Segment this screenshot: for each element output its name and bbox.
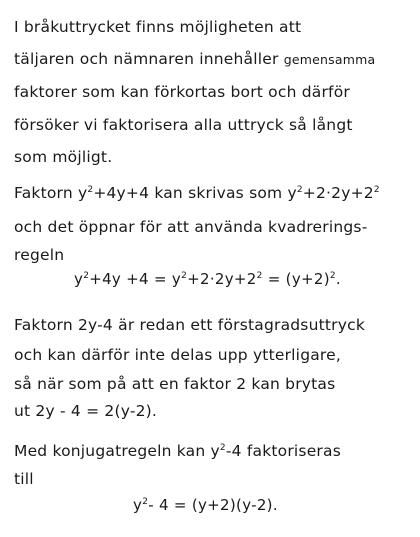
p2-text-b: kan skrivas som [154, 184, 283, 202]
p4-text-b: faktoriseras [246, 442, 341, 460]
paragraph-3-line-3: så när som på att en faktor 2 kan brytas [14, 375, 336, 393]
eq1-d: . [335, 270, 341, 288]
eq1-c: = (y+2) [262, 270, 330, 288]
paragraph-1-line-4: försöker vi faktorisera alla uttryck så långt [14, 116, 353, 134]
paragraph-2-line-2: och det öppnar för att använda kvadrerings- [14, 218, 368, 236]
p2-expr-b: $y^2+2\cdot 2y+2^2$ [287, 184, 380, 202]
paragraph-2-line-1 [14, 184, 380, 202]
p2-expr-a: $y^2+4y+4$ [78, 184, 150, 202]
exp: 2 [373, 185, 380, 195]
paragraph-1-line-2 [14, 50, 375, 68]
p4-text-a: Med konjugatregeln kan [14, 442, 206, 460]
paragraph-3-line-2: och kan därför inte delas upp ytterligare, [14, 346, 342, 364]
equation-2: $y^2-$ 4 = (y+2)(y-2). [133, 496, 278, 514]
exp: 2 [87, 185, 94, 195]
paragraph-3-line-4: ut 2y - 4 = 2(y-2). [14, 402, 158, 420]
paragraph-1-line-5: som möjligt. [14, 148, 113, 166]
exp: 2 [142, 497, 149, 507]
exp: 2 [219, 443, 226, 453]
exp: 2 [256, 271, 263, 281]
p2-expr-a-rest: +4y+4 [93, 184, 150, 202]
exp: 2 [329, 271, 336, 281]
paragraph-1-line-2-small: gemensamma [283, 52, 376, 67]
exp: 2 [83, 271, 90, 281]
p4-expr-rest: -4 [225, 442, 242, 460]
paragraph-1-line-2-text: täljaren och nämnaren innehåller [14, 50, 279, 68]
paragraph-4-line-2: till [14, 470, 34, 488]
eq1-a: +4y +4 = [89, 270, 172, 288]
exp: 2 [296, 185, 303, 195]
p4-expr: $y^2-4$ [210, 442, 242, 460]
paragraph-4-line-1 [14, 442, 341, 460]
exp: 2 [181, 271, 188, 281]
paragraph-3-line-1: Faktorn 2y-4 är redan ett förstagradsuttryck [14, 316, 366, 334]
eq1-b: +2·2y+2 [187, 270, 257, 288]
p2-text-a: Faktorn [14, 184, 73, 202]
eq2-rest: - 4 = (y+2)(y-2). [148, 496, 278, 514]
equation-1: $y^2+4y +4 = y^2+2\cdot 2y+2^2 = (y+2)^2$. [74, 270, 341, 288]
paragraph-1-line-1: I bråkuttrycket finns möjligheten att [14, 18, 302, 36]
paragraph-1-line-3: faktorer som kan förkortas bort och därför [14, 83, 350, 101]
paragraph-2-line-3: regeln [14, 246, 65, 264]
p2-expr-b-mid: +2·2y+2 [302, 184, 374, 202]
